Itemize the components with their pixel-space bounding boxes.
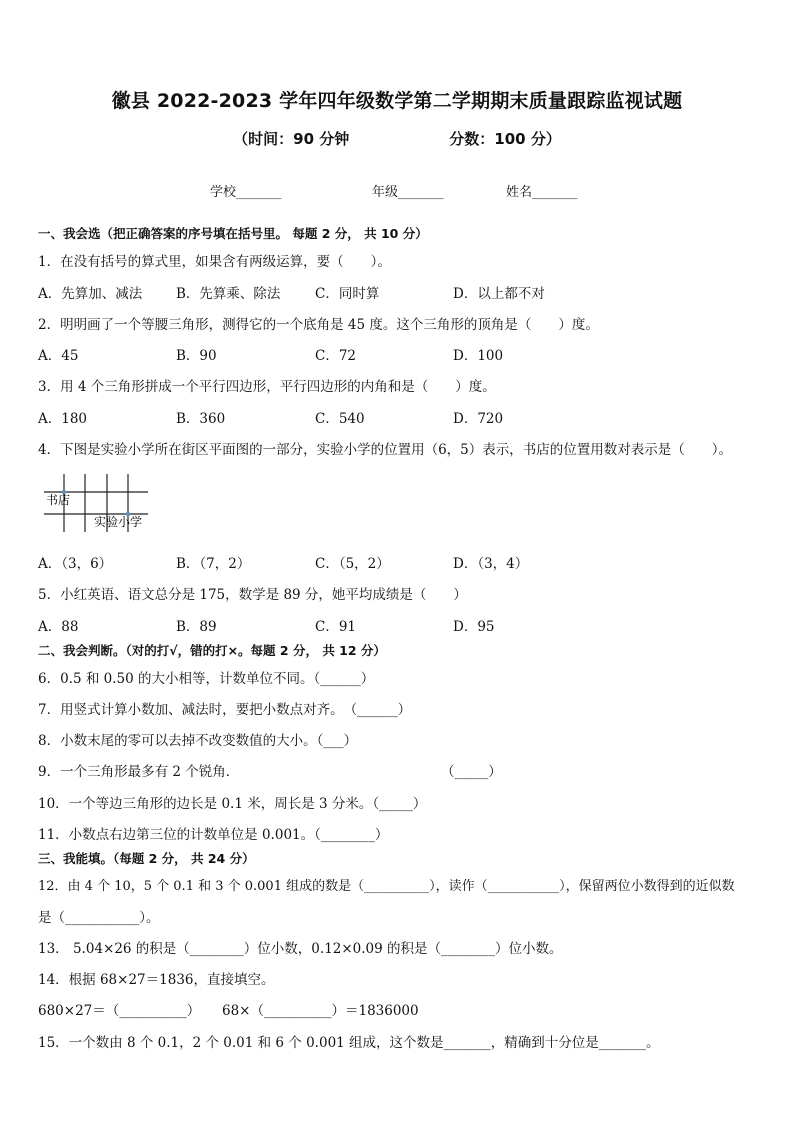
page-title: 徽县 2022-2023 学年四年级数学第二学期期末质量跟踪监视试题 [111,90,683,112]
q14-blank-b[interactable]: 68×（__________）＝1836000 [222,1003,419,1019]
school-label: 实验小学 [94,515,143,529]
q1-option-c[interactable]: C．同时算 [315,286,380,302]
question-13[interactable]: 13． 5.04×26 的积是（________）位小数，0.12×0.09 的积是（________）位小数。 [38,941,563,957]
question-11[interactable]: 11．小数点右边第三位的计数单位是 0.001。（________） [38,827,389,843]
question-12-cont[interactable]: 是（___________）。 [38,910,160,926]
school-field[interactable]: 学校_______ [210,185,282,200]
q1-option-a[interactable]: A．先算加、减法 [38,286,143,302]
q4-option-c[interactable]: C．（5，2） [315,556,390,572]
question-6[interactable]: 6．0.5 和 0.50 的大小相等，计数单位不同。（______） [38,671,375,687]
question-12[interactable]: 12．由 4 个 10，5 个 0.1 和 3 个 0.001 组成的数是（__________），读作（___________），保留两位小数得到的近似数 [38,879,735,894]
time-label: （时间：90 分钟 [233,130,350,148]
q4-option-a[interactable]: A．（3，6） [38,556,113,572]
grade-field[interactable]: 年级_______ [372,185,444,200]
q1-option-b[interactable]: B．先算乘、除法 [176,286,281,302]
time-score-line [0,128,794,149]
q2-option-a[interactable]: A．45 [38,348,79,364]
question-4: 4．下图是实验小学所在街区平面图的一部分，实验小学的位置用（6，5）表示，书店的位置用数对表示是（ ）。 [38,442,733,458]
q1-option-d[interactable]: D．以上都不对 [453,286,545,302]
question-2: 2．明明画了一个等腰三角形，测得它的一个底角是 45 度。这个三角形的顶角是（ ）度。 [38,317,599,333]
question-1: 1．在没有括号的算式里，如果含有两级运算，要（ ）。 [38,254,391,270]
question-10[interactable]: 10．一个等边三角形的边长是 0.1 米，周长是 3 分米。（_____） [38,796,427,812]
q5-option-b[interactable]: B．89 [176,619,217,635]
q4-option-d[interactable]: D．（3，4） [453,556,529,572]
q5-option-d[interactable]: D．95 [453,619,495,635]
q9-answer-blank[interactable]: （_____） [441,764,502,780]
section-heading-1: 一、我会选（把正确答案的序号填在括号里。 每题 2 分， 共 10 分） [38,226,428,241]
q2-option-c[interactable]: C．72 [315,348,357,364]
question-3: 3．用 4 个三角形拼成一个平行四边形，平行四边形的内角和是（ ）度。 [38,379,496,395]
section-heading-2: 二、我会判断。（对的打√，错的打×。每题 2 分， 共 12 分） [38,643,386,658]
q3-option-b[interactable]: B．360 [176,411,226,427]
street-grid-figure [40,470,170,536]
q5-option-a[interactable]: A．88 [38,619,79,635]
question-9: 9．一个三角形最多有 2 个锐角． [38,764,240,780]
question-7[interactable]: 7．用竖式计算小数加、减法时，要把小数点对齐。 （______） [38,702,412,718]
q14-blank-a[interactable]: 680×27＝（__________） [38,1003,201,1019]
question-5: 5．小红英语、语文总分是 175，数学是 89 分，她平均成绩是（ ） [38,587,467,603]
q3-option-d[interactable]: D．720 [453,411,504,427]
q2-option-b[interactable]: B．90 [176,348,217,364]
q5-option-c[interactable]: C．91 [315,619,357,635]
q4-option-b[interactable]: B．（7，2） [176,556,251,572]
score-label: 分数：100 分） [449,130,561,148]
q3-option-c[interactable]: C．540 [315,411,365,427]
q2-option-d[interactable]: D．100 [453,348,504,364]
section-heading-3: 三、我能填。（每题 2 分， 共 24 分） [38,851,255,866]
name-field[interactable]: 姓名_______ [506,185,578,200]
question-15[interactable]: 15．一个数由 8 个 0.1，2 个 0.01 和 6 个 0.001 组成，这个数是_______，精确到十分位是_______。 [38,1035,660,1051]
question-8[interactable]: 8．小数末尾的零可以去掉不改变数值的大小。（___） [38,733,358,749]
question-14: 14．根据 68×27＝1836，直接填空。 [38,972,275,988]
q3-option-a[interactable]: A．180 [38,411,88,427]
bookstore-label: 书店 [46,493,71,507]
